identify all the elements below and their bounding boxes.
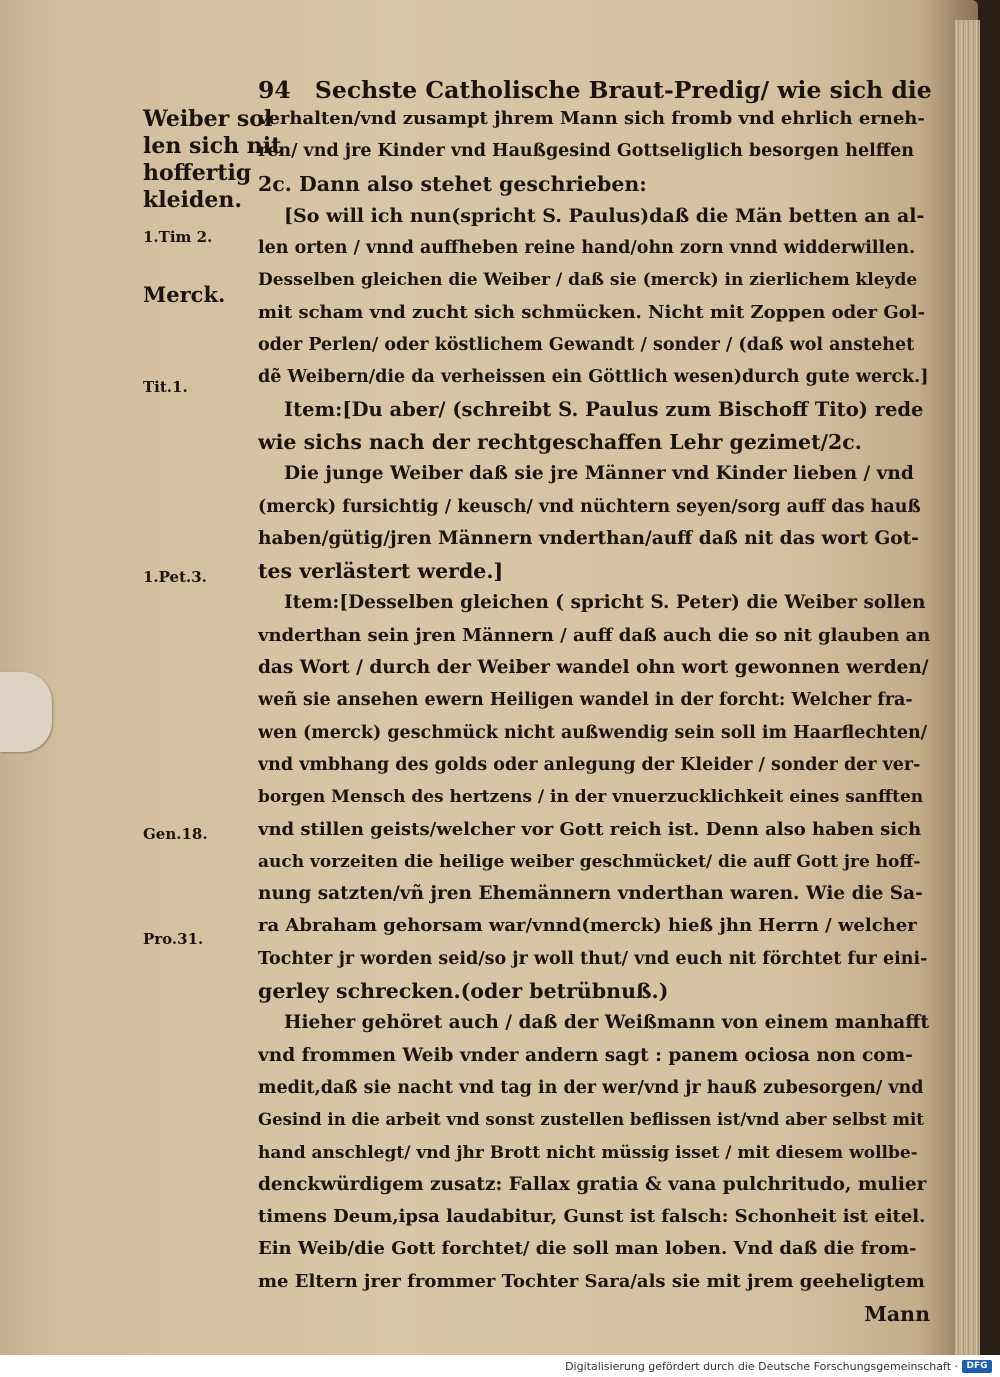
body-line: wen (merck) geschmück nicht außwendig sein soll im Haarflechten/ [258,722,928,743]
body-line: Mann [864,1301,930,1326]
body-line: Hieher gehöret auch / daß der Weißmann von einem manhafft [284,1012,930,1034]
body-line: tes verlästert werde.] [258,559,504,584]
body-line: haben/gütig/jren Männern vnderthan/auff daß nit das wort Got- [258,527,919,549]
margin-note: 1.Pet.3. [143,568,207,586]
body-line: gerley schrecken.(oder betrübnuß.) [258,979,669,1004]
body-line: oder Perlen/ oder köstlichem Gewandt / sonder / (daß wol anstehet [258,335,915,356]
page-edge [955,20,980,1355]
body-line: Desselben gleichen die Weiber / daß sie (merck) in zierlichem kleyde [258,270,918,291]
body-line: me Eltern jrer frommer Tochter Sara/als sie mit jrem geeheligtem [258,1270,925,1292]
body-line: len orten / vnnd auffheben reine hand/ohn zorn vnnd widderwillen. [258,238,916,259]
body-line: Ein Weib/die Gott forchtet/ die soll man loben. Vnd daß die from- [258,1238,917,1260]
body-line: 2c. Dann also stehet geschrieben: [258,171,647,196]
side-heading-line: len sich nit [143,133,282,159]
body-line: das Wort / durch der Weiber wandel ohn wort gewonnen werden/ [258,657,929,679]
body-line: (merck) fursichtig / keusch/ vnd nüchtern seyen/sorg auff das hauß [258,496,921,517]
body-line: vnd stillen geists/welcher vor Gott reich ist. Denn also haben sich [258,818,922,840]
body-line: denckwürdigem zusatz: Fallax gratia & vana pulchritudo, mulier [258,1173,927,1195]
margin-note: Gen.18. [143,825,208,843]
side-heading [143,106,282,214]
page-number: 94 [258,76,291,104]
body-line: verhalten/vnd zusampt jhrem Mann sich fromb vnd ehrlich erneh- [258,108,925,129]
body-text [258,103,930,1330]
body-line: vnd vmbhang des golds oder anlegung der Kleider / sonder der ver- [258,754,921,775]
side-heading-line: hoffertig [143,160,252,186]
body-line: [So will ich nun(spricht S. Paulus)daß die Män betten an al- [284,204,925,227]
running-title: Sechste Catholische Braut-Predig/ wie sich die [314,76,932,104]
dfg-logo: DFG [962,1360,992,1373]
bookmark-tab [0,672,52,752]
side-heading-line: kleiden. [143,187,242,213]
body-line: vnderthan sein jren Männern / auff daß auch die so nit glauben an [258,624,930,646]
body-line: Item:[Desselben gleichen ( spricht S. Peter) die Weiber sollen [284,592,926,614]
body-line: wie sichs nach der rechtgeschaffen Lehr gezimet/2c. [258,429,862,454]
footer-credit: Digitalisierung gefördert durch die Deutsche Forschungsgemeinschaft · [565,1360,958,1373]
body-line: medit,daß sie nacht vnd tag in der wer/vnd jr hauß zubesorgen/ vnd [258,1077,924,1098]
body-line: hand anschlegt/ vnd jhr Brott nicht müssig isset / mit diesem wollbe- [258,1142,918,1163]
body-line: Gesind in die arbeit vnd sonst zustellen beflissen ist/vnd aber selbst mit [258,1110,924,1130]
body-line: mit scham vnd zucht sich schmücken. Nicht mit Zoppen oder Gol- [258,301,926,323]
body-line: ren/ vnd jre Kinder vnd Haußgesind Gottseliglich besorgen helffen [258,141,914,162]
body-line: vnd frommen Weib vnder andern sagt : panem ociosa non com- [258,1044,913,1066]
side-heading-line: Weiber sol [143,106,273,132]
body-line: borgen Mensch des hertzens / in der vnuerzucklichkeit eines sanfften [258,787,924,808]
body-line: auch vorzeiten die heilige weiber geschmücket/ die auff Gott jre hoff- [258,851,921,872]
body-line: timens Deum,ipsa laudabitur, Gunst ist falsch: Schonheit ist eitel. [258,1206,926,1228]
body-line: dẽ Weibern/die da verheissen ein Göttlich wesen)durch gute werck.] [258,367,929,388]
margin-note: Pro.31. [143,930,204,948]
body-line: Tochter jr worden seid/so jr woll thut/ vnd euch nit förchtet fur eini- [258,948,928,969]
margin-note: 1.Tim 2. [143,228,213,246]
body-line: ra Abraham gehorsam war/vnnd(merck) hieß jhn Herrn / welcher [258,915,917,937]
margin-note: Tit.1. [143,378,188,396]
body-line: nung satzten/vñ jren Ehemännern vnderthan waren. Wie die Sa- [258,883,923,905]
margin-note: Merck. [143,282,226,307]
body-line: Die junge Weiber daß sie jre Männer vnd Kinder lieben / vnd [284,463,914,485]
body-line: weñ sie ansehen ewern Heiligen wandel in der forcht: Welcher fra- [258,690,913,711]
body-line: Item:[Du aber/ (schreibt S. Paulus zum Bischoff Tito) rede [284,397,924,421]
